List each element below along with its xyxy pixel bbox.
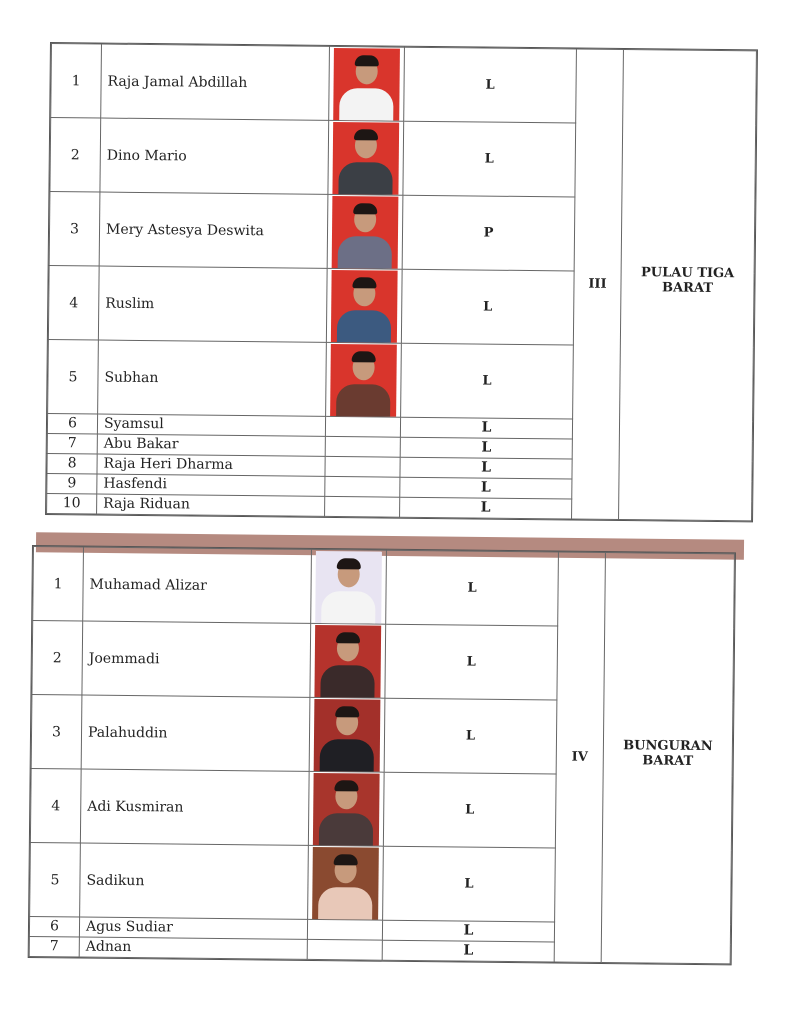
district-name: [619, 50, 757, 521]
gender: L: [400, 497, 572, 519]
photo-cell: [307, 939, 382, 960]
row-number: 5: [30, 842, 81, 917]
photo-cell: [325, 476, 400, 497]
district-name: [601, 553, 734, 964]
gender: L: [403, 121, 576, 197]
person-photo: [332, 121, 399, 194]
person-name: Agus Sudiar: [79, 917, 307, 939]
person-photo: [333, 47, 400, 120]
gender: L: [400, 477, 572, 499]
gender: L: [384, 698, 557, 774]
person-photo: [330, 343, 397, 416]
photo-cell: [327, 194, 403, 269]
row-number: 4: [48, 266, 99, 341]
gender: L: [383, 846, 556, 922]
photo-cell: [326, 268, 402, 343]
table-section-bunguran-barat: [28, 545, 736, 965]
row-number: 4: [30, 769, 81, 844]
gender: L: [400, 417, 572, 439]
row-number: 3: [49, 192, 100, 267]
photo-cell: [310, 623, 386, 698]
row-number: 7: [47, 433, 97, 454]
person-photo: [332, 195, 399, 268]
person-name: Adi Kusmiran: [80, 769, 309, 845]
person-name: Adnan: [79, 937, 307, 959]
table-row: [51, 44, 757, 125]
photo-cell: [325, 436, 400, 457]
photo-cell: [308, 845, 384, 920]
person-photo: [331, 269, 398, 342]
photo-cell: [328, 120, 404, 195]
row-number: 6: [29, 916, 79, 937]
table-section-pulau-tiga-barat: [45, 42, 758, 522]
photo-cell: [311, 549, 387, 624]
person-photo: [315, 550, 382, 623]
row-number: 10: [47, 493, 97, 514]
district-name-line: BUNGURAN: [623, 738, 713, 755]
gender: L: [404, 47, 577, 123]
row-number: 8: [47, 453, 97, 474]
row-number: 7: [29, 936, 79, 957]
gender: L: [382, 940, 554, 962]
person-photo: [314, 624, 381, 697]
person-name: Muhamad Alizar: [83, 547, 312, 623]
gender: P: [402, 195, 575, 271]
gender: L: [401, 269, 574, 345]
person-photo: [312, 846, 379, 919]
district-name-line: PULAU TIGA: [640, 265, 735, 282]
photo-cell: [307, 919, 382, 940]
district-number: III: [572, 49, 624, 519]
row-number: 6: [47, 413, 97, 434]
table-row: [33, 547, 735, 628]
person-photo: [314, 698, 381, 771]
gender: L: [400, 457, 572, 479]
photo-cell: [329, 46, 405, 121]
person-name: Joemmadi: [82, 621, 311, 697]
district-name-line: BARAT: [661, 280, 714, 296]
district-name-line: BARAT: [642, 753, 694, 769]
person-name: Raja Heri Dharma: [97, 454, 325, 476]
row-number: 9: [47, 473, 97, 494]
gender: L: [385, 624, 558, 700]
gender: L: [382, 920, 554, 942]
row-number: 2: [50, 118, 101, 193]
person-name: Raja Riduan: [97, 494, 325, 516]
row-number: 2: [32, 621, 83, 696]
person-name: Raja Jamal Abdillah: [101, 44, 330, 120]
district-number: IV: [554, 552, 605, 962]
photo-cell: [326, 342, 402, 417]
person-name: Ruslim: [98, 266, 327, 342]
gender: L: [386, 550, 559, 626]
person-name: Hasfendi: [97, 474, 325, 496]
row-number: 1: [33, 547, 84, 622]
person-name: Mery Astesya Deswita: [99, 192, 328, 268]
photo-cell: [325, 456, 400, 477]
photo-cell: [325, 416, 400, 437]
gender: L: [401, 343, 574, 419]
person-name: Abu Bakar: [97, 434, 325, 456]
photo-cell: [308, 771, 384, 846]
person-name: Sadikun: [80, 843, 309, 919]
photo-cell: [309, 697, 385, 772]
photo-cell: [325, 496, 400, 517]
person-name: Subhan: [98, 340, 327, 416]
row-number: 3: [31, 695, 82, 770]
gender: L: [383, 772, 556, 848]
row-number: 5: [48, 339, 99, 414]
gender: L: [400, 437, 572, 459]
row-number: 1: [51, 44, 102, 119]
person-name: Dino Mario: [100, 118, 329, 194]
person-photo: [313, 772, 380, 845]
person-name: Syamsul: [97, 414, 325, 436]
person-name: Palahuddin: [81, 695, 310, 771]
